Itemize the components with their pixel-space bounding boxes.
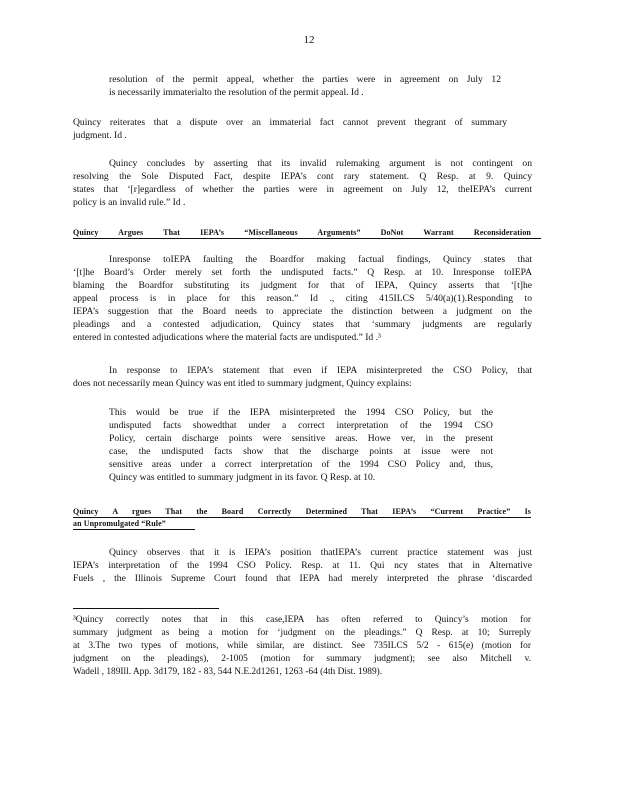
text-line: Inresponse toIEPA faulting the Boardfor making factual findings, Quincy states that bbox=[109, 254, 532, 265]
paragraph-in-response bbox=[73, 253, 532, 344]
text-line: entered in contested adjudications where the material facts are undisputed.” Id .³ bbox=[73, 332, 381, 343]
footnote-line: ³Quincy correctly notes that in this case,IEPA has often referred to Quincy’s motion for bbox=[73, 615, 531, 625]
text-line: policy is an invalid rule.” Id . bbox=[73, 197, 186, 208]
text-line: Quincy observes that it is IEPA’s position thatIEPA’s current practice statement was just bbox=[109, 547, 532, 558]
footnote-line: judgment on the pleadings), 2-1005 (motion for summary judgment); see also Mitchell v. bbox=[73, 654, 531, 664]
text-line: states that ‘[r]egardless of whether the parties were in agreement on July 12, theIEPA’s current bbox=[73, 184, 532, 195]
heading-line: Quincy Argues That IEPA’s “Miscellaneous Arguments” DoNot Warrant Reconsideration bbox=[73, 228, 531, 237]
section-heading-current-practice bbox=[73, 506, 531, 530]
text-line: Quincy reiterates that a dispute over an immaterial fact cannot prevent thegrant of summary bbox=[73, 117, 507, 128]
text-line: blaming the Boardfor substituting its judgment for that of IEPA, Quincy asserts that ‘[t]he bbox=[73, 280, 532, 291]
footnote-line: summary judgment as being a motion for ‘judgment on the pleadings.” Q Resp. at 10; Surreply bbox=[73, 628, 531, 638]
paragraph-observes bbox=[73, 546, 532, 585]
text-line: This would be true if the IEPA misinterpreted the 1994 CSO Policy, but the bbox=[109, 407, 493, 418]
heading-line: Quincy A rgues That the Board Correctly Determined That IEPA’s “Current Practice” Is bbox=[73, 507, 531, 516]
paragraph-even-if bbox=[73, 364, 532, 390]
text-line: IEPA’s interpretation of the 1994 CSO Policy. Resp. at 11. Qui ncy states that in Alternative bbox=[73, 560, 532, 571]
text-line: pleadings and a contested adjudication, Quincy states that ‘summary judgments are regularly bbox=[73, 319, 532, 330]
heading-underline bbox=[73, 238, 541, 239]
paragraph-reiterates bbox=[73, 116, 507, 142]
footnote-line: at 3.The two types of motions, while similar, are distinct. See 735ILCS 5/2 - 615(e) (motion for bbox=[73, 641, 531, 651]
text-line: IEPA’s suggestion that the Board needs to appreciate the distinction between a judgment on the bbox=[73, 306, 532, 317]
text-line: ‘[t]he Board’s Order merely set forth the undisputed facts.” Q Resp. at 10. Inresponse toIEPA bbox=[73, 267, 532, 278]
heading-line: an Unpromulgated “Rule” bbox=[73, 519, 166, 528]
page-number: 12 bbox=[303, 34, 315, 46]
paragraph-concludes bbox=[73, 157, 532, 209]
text-line: Policy, certain discharge points were sensitive areas. Howe ver, in the present bbox=[109, 433, 493, 444]
footnote-line: Wadell , 189Ill. App. 3d179, 182 - 83, 544 N.E.2d1261, 1263 -64 (4th Dist. 1989). bbox=[73, 667, 383, 677]
text-line: Fuels , the Illinois Supreme Court found that IEPA had merely interpreted the phrase ‘discarded bbox=[73, 573, 532, 584]
heading-underline bbox=[73, 529, 195, 530]
text-line: resolving the Sole Disputed Fact, despite IEPA’s cont rary statement. Q Resp. at 9. Quincy bbox=[73, 171, 532, 182]
text-line: resolution of the permit appeal, whether the parties were in agreement on July 12 bbox=[109, 74, 501, 85]
text-line: is necessarily immaterialto the resolution of the permit appeal. Id . bbox=[109, 87, 364, 98]
heading-underline bbox=[73, 517, 531, 518]
paragraph-block-quote-continuation bbox=[109, 73, 501, 99]
text-line: Quincy concludes by asserting that its invalid rulemaking argument is not contingent on bbox=[109, 158, 532, 169]
text-line: sensitive areas under a correct interpretation of the 1994 CSO Policy and, thus, bbox=[109, 459, 493, 470]
text-line: judgment. Id . bbox=[73, 130, 127, 141]
footnote-separator bbox=[73, 608, 219, 609]
block-quote bbox=[109, 406, 493, 484]
text-line: In response to IEPA’s statement that even if IEPA misinterpreted the CSO Policy, that bbox=[109, 365, 532, 376]
footnote-3 bbox=[73, 614, 531, 679]
text-line: case, the undisputed facts show that the discharge points at issue were not bbox=[109, 446, 493, 457]
text-line: Quincy was entitled to summary judgment in its favor. Q Resp. at 10. bbox=[109, 472, 376, 483]
text-line: does not necessarily mean Quincy was ent itled to summary judgment, Quincy explains: bbox=[73, 378, 412, 389]
text-line: undisputed facts showedthat under a correct interpretation of the 1994 CSO bbox=[109, 420, 493, 431]
text-line: appeal process is in place for this reason.” Id ., citing 415ILCS 5/40(a)(1).Responding to bbox=[73, 293, 532, 304]
